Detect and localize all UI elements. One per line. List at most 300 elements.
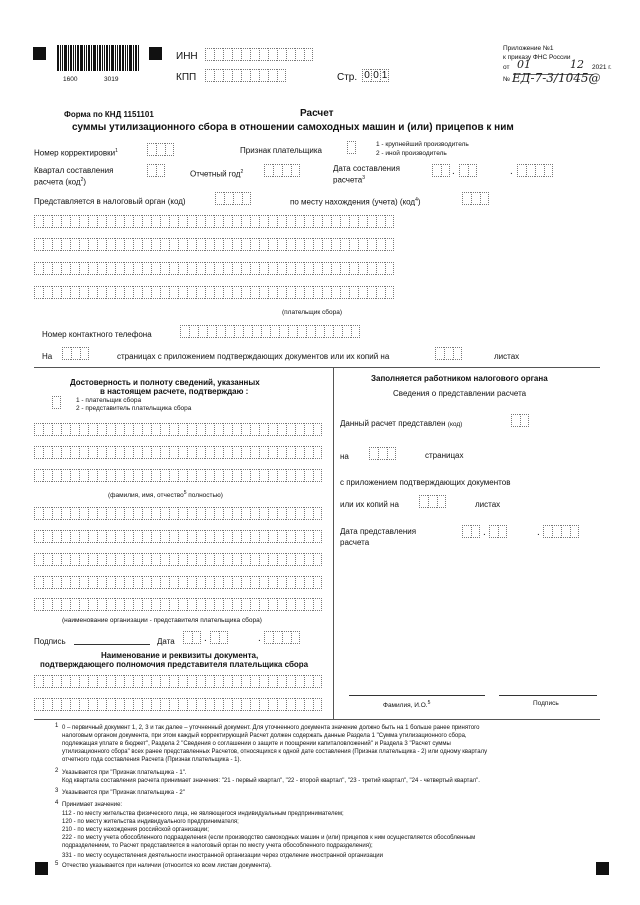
input-cell[interactable] [223,576,232,589]
input-cell[interactable] [142,215,151,228]
input-cell[interactable] [250,69,259,82]
input-cell[interactable] [115,262,124,275]
tax-authority-field[interactable] [215,192,251,205]
input-cell[interactable] [178,469,187,482]
input-cell[interactable] [52,396,61,409]
input-cell[interactable] [169,215,178,228]
input-cell[interactable] [165,143,174,156]
input-cell[interactable] [282,631,291,644]
input-cell[interactable] [223,262,232,275]
input-cell[interactable] [97,446,106,459]
submission-date-day[interactable] [462,525,480,538]
input-cell[interactable] [250,598,259,611]
input-cell[interactable] [196,553,205,566]
input-cell[interactable] [304,215,313,228]
input-cell[interactable] [124,598,133,611]
input-cell[interactable] [333,325,342,338]
input-cell[interactable] [169,507,178,520]
input-cell[interactable] [349,215,358,228]
input-cell[interactable] [250,215,259,228]
input-cell[interactable] [160,576,169,589]
input-cell[interactable] [462,192,471,205]
input-cell[interactable] [295,698,304,711]
phone-field[interactable] [180,325,360,338]
input-cell[interactable] [241,262,250,275]
input-cell[interactable] [214,469,223,482]
input-cell[interactable] [192,631,201,644]
input-cell[interactable] [79,286,88,299]
input-cell[interactable] [88,598,97,611]
input-cell[interactable] [250,576,259,589]
input-cell[interactable] [367,262,376,275]
input-cell[interactable] [385,262,394,275]
input-cell[interactable] [151,576,160,589]
input-cell[interactable] [124,446,133,459]
signer-name-row[interactable] [34,469,322,482]
submitted-code-field[interactable] [511,414,529,427]
input-cell[interactable] [241,69,250,82]
input-cell[interactable] [178,507,187,520]
input-cell[interactable] [61,238,70,251]
input-cell[interactable] [286,530,295,543]
sign-date-year[interactable] [264,631,300,644]
input-cell[interactable] [124,698,133,711]
input-cell[interactable] [322,215,331,228]
input-cell[interactable] [187,238,196,251]
input-cell[interactable] [313,698,322,711]
input-cell[interactable] [151,262,160,275]
input-cell[interactable] [268,507,277,520]
input-cell[interactable] [133,238,142,251]
input-cell[interactable] [70,553,79,566]
input-cell[interactable] [124,469,133,482]
input-cell[interactable] [241,530,250,543]
pages-field[interactable] [62,347,89,360]
input-cell[interactable] [241,576,250,589]
input-cell[interactable] [34,423,43,436]
input-cell[interactable] [88,675,97,688]
input-cell[interactable] [133,530,142,543]
input-cell[interactable] [214,69,223,82]
input-cell[interactable] [286,469,295,482]
input-cell[interactable] [241,215,250,228]
input-cell[interactable] [304,423,313,436]
input-cell[interactable] [196,446,205,459]
input-cell[interactable] [480,192,489,205]
input-cell[interactable] [295,507,304,520]
input-cell[interactable] [61,698,70,711]
input-cell[interactable] [79,446,88,459]
input-cell[interactable] [52,507,61,520]
input-cell[interactable] [124,262,133,275]
input-cell[interactable] [97,530,106,543]
input-cell[interactable] [151,286,160,299]
input-cell[interactable] [268,530,277,543]
input-cell[interactable] [43,215,52,228]
input-cell[interactable] [295,469,304,482]
input-cell[interactable] [313,286,322,299]
input-cell[interactable] [286,286,295,299]
input-cell[interactable] [160,446,169,459]
inn-field[interactable] [205,48,313,61]
input-cell[interactable] [169,675,178,688]
input-cell[interactable] [88,698,97,711]
input-cell[interactable] [215,192,224,205]
input-cell[interactable] [313,530,322,543]
input-cell[interactable] [70,262,79,275]
input-cell[interactable] [277,423,286,436]
input-cell[interactable] [214,286,223,299]
input-cell[interactable] [43,446,52,459]
input-cell[interactable] [526,164,535,177]
input-cell[interactable] [259,698,268,711]
input-cell[interactable] [313,423,322,436]
input-cell[interactable] [286,553,295,566]
input-cell[interactable] [142,446,151,459]
input-cell[interactable] [61,446,70,459]
input-cell[interactable] [340,286,349,299]
input-cell[interactable] [115,598,124,611]
input-cell[interactable] [151,553,160,566]
input-cell[interactable] [250,553,259,566]
date-field-year[interactable] [517,164,553,177]
input-cell[interactable] [250,48,259,61]
input-cell[interactable] [232,507,241,520]
input-cell[interactable] [250,530,259,543]
input-cell[interactable] [331,286,340,299]
input-cell[interactable] [124,238,133,251]
input-cell[interactable] [70,446,79,459]
input-cell[interactable] [178,675,187,688]
input-cell[interactable] [115,675,124,688]
input-cell[interactable] [142,675,151,688]
org-name-row[interactable] [34,507,322,520]
input-cell[interactable] [169,576,178,589]
input-cell[interactable] [232,576,241,589]
input-cell[interactable] [376,262,385,275]
input-cell[interactable] [34,238,43,251]
input-cell[interactable] [277,530,286,543]
input-cell[interactable] [160,286,169,299]
input-cell[interactable] [133,262,142,275]
input-cell[interactable] [313,507,322,520]
input-cell[interactable] [70,238,79,251]
input-cell[interactable] [214,675,223,688]
input-cell[interactable] [223,530,232,543]
input-cell[interactable] [277,286,286,299]
input-cell[interactable] [322,262,331,275]
input-cell[interactable] [214,48,223,61]
input-cell[interactable] [268,446,277,459]
input-cell[interactable] [295,598,304,611]
input-cell[interactable] [286,675,295,688]
input-cell[interactable] [88,576,97,589]
input-cell[interactable] [133,215,142,228]
input-cell[interactable] [151,238,160,251]
input-cell[interactable] [187,598,196,611]
input-cell[interactable] [277,446,286,459]
input-cell[interactable] [34,262,43,275]
input-cell[interactable] [151,215,160,228]
input-cell[interactable] [315,325,324,338]
input-cell[interactable] [160,469,169,482]
input-cell[interactable] [259,576,268,589]
input-cell[interactable] [178,698,187,711]
input-cell[interactable] [106,238,115,251]
input-cell[interactable] [115,469,124,482]
input-cell[interactable] [160,553,169,566]
input-cell[interactable] [241,469,250,482]
input-cell[interactable] [160,215,169,228]
input-cell[interactable] [151,530,160,543]
input-cell[interactable] [79,598,88,611]
input-cell[interactable] [241,675,250,688]
input-cell[interactable] [88,446,97,459]
input-cell[interactable] [259,675,268,688]
input-cell[interactable] [259,215,268,228]
input-cell[interactable] [288,325,297,338]
input-cell[interactable] [223,238,232,251]
input-cell[interactable] [52,238,61,251]
input-cell[interactable] [79,675,88,688]
input-cell[interactable] [97,423,106,436]
input-cell[interactable] [97,598,106,611]
input-cell[interactable] [43,238,52,251]
input-cell[interactable] [205,507,214,520]
input-cell[interactable] [252,325,261,338]
input-cell[interactable] [169,553,178,566]
input-cell[interactable] [358,286,367,299]
input-cell[interactable] [34,576,43,589]
input-cell[interactable] [169,598,178,611]
input-cell[interactable] [349,238,358,251]
input-cell[interactable] [286,598,295,611]
input-cell[interactable] [233,192,242,205]
input-cell[interactable] [205,675,214,688]
input-cell[interactable] [232,238,241,251]
input-cell[interactable] [264,164,273,177]
input-cell[interactable] [369,447,378,460]
input-cell[interactable] [552,525,561,538]
input-cell[interactable] [34,530,43,543]
payer-name-row[interactable] [34,238,394,251]
input-cell[interactable] [268,675,277,688]
input-cell[interactable] [52,675,61,688]
input-cell[interactable] [250,469,259,482]
input-cell[interactable] [347,141,356,154]
payer-name-row[interactable] [34,215,394,228]
input-cell[interactable] [205,576,214,589]
input-cell[interactable] [295,553,304,566]
input-cell[interactable] [70,215,79,228]
input-cell[interactable] [70,698,79,711]
input-cell[interactable] [88,469,97,482]
input-cell[interactable] [385,286,394,299]
input-cell[interactable] [286,423,295,436]
input-cell[interactable] [367,286,376,299]
input-cell[interactable] [160,238,169,251]
input-cell[interactable] [277,215,286,228]
input-cell[interactable] [223,598,232,611]
input-cell[interactable] [232,553,241,566]
input-cell[interactable] [232,215,241,228]
input-cell[interactable] [160,530,169,543]
input-cell[interactable] [349,262,358,275]
input-cell[interactable] [205,215,214,228]
input-cell[interactable] [133,446,142,459]
input-cell[interactable] [304,262,313,275]
kpp-field[interactable] [205,69,286,82]
input-cell[interactable] [124,576,133,589]
input-cell[interactable] [97,238,106,251]
input-cell[interactable] [241,446,250,459]
input-cell[interactable] [106,215,115,228]
input-cell[interactable] [214,698,223,711]
input-cell[interactable] [214,262,223,275]
input-cell[interactable] [187,507,196,520]
input-cell[interactable] [178,446,187,459]
input-cell[interactable] [178,215,187,228]
input-cell[interactable] [342,325,351,338]
input-cell[interactable] [304,698,313,711]
input-cell[interactable] [151,423,160,436]
input-cell[interactable] [367,238,376,251]
input-cell[interactable] [232,469,241,482]
input-cell[interactable] [187,698,196,711]
input-cell[interactable] [205,69,214,82]
input-cell[interactable] [178,286,187,299]
input-cell[interactable] [295,215,304,228]
input-cell[interactable] [169,469,178,482]
input-cell[interactable] [142,423,151,436]
input-cell[interactable] [198,325,207,338]
input-cell[interactable] [88,286,97,299]
input-cell[interactable] [250,286,259,299]
input-cell[interactable] [43,469,52,482]
input-cell[interactable] [52,553,61,566]
input-cell[interactable] [196,675,205,688]
input-cell[interactable] [187,423,196,436]
input-cell[interactable] [115,553,124,566]
input-cell[interactable] [115,530,124,543]
input-cell[interactable] [561,525,570,538]
input-cell[interactable] [223,469,232,482]
input-cell[interactable] [115,507,124,520]
input-cell[interactable] [435,347,444,360]
input-cell[interactable] [250,698,259,711]
input-cell[interactable] [133,286,142,299]
input-cell[interactable] [489,525,498,538]
input-cell[interactable] [304,553,313,566]
input-cell[interactable] [214,530,223,543]
input-cell[interactable] [169,530,178,543]
input-cell[interactable] [207,325,216,338]
input-cell[interactable] [232,48,241,61]
input-cell[interactable] [259,446,268,459]
input-cell[interactable] [232,446,241,459]
input-cell[interactable] [160,675,169,688]
input-cell[interactable] [115,423,124,436]
input-cell[interactable] [151,698,160,711]
input-cell[interactable] [160,598,169,611]
input-cell[interactable] [79,423,88,436]
input-cell[interactable] [219,631,228,644]
input-cell[interactable] [468,164,477,177]
input-cell[interactable] [160,507,169,520]
input-cell[interactable] [205,446,214,459]
input-cell[interactable] [313,598,322,611]
input-cell[interactable] [142,698,151,711]
input-cell[interactable] [142,530,151,543]
input-cell[interactable] [160,698,169,711]
input-cell[interactable] [106,469,115,482]
input-cell[interactable] [124,530,133,543]
input-cell[interactable] [124,507,133,520]
input-cell[interactable] [268,286,277,299]
input-cell[interactable] [268,469,277,482]
input-cell[interactable] [106,598,115,611]
input-cell[interactable] [106,507,115,520]
input-cell[interactable] [378,447,387,460]
input-cell[interactable] [97,576,106,589]
input-cell[interactable] [79,238,88,251]
input-cell[interactable] [250,238,259,251]
sign-date-month[interactable] [210,631,228,644]
input-cell[interactable] [79,576,88,589]
input-cell[interactable] [52,576,61,589]
input-cell[interactable] [142,286,151,299]
input-cell[interactable] [295,262,304,275]
input-cell[interactable] [214,238,223,251]
input-cell[interactable] [205,530,214,543]
doc-details-row[interactable] [34,675,322,688]
input-cell[interactable] [106,446,115,459]
input-cell[interactable] [52,598,61,611]
input-cell[interactable] [223,553,232,566]
input-cell[interactable] [88,238,97,251]
input-cell[interactable] [142,576,151,589]
input-cell[interactable] [214,553,223,566]
input-cell[interactable] [268,553,277,566]
input-cell[interactable] [570,525,579,538]
input-cell[interactable] [268,598,277,611]
input-cell[interactable] [142,598,151,611]
input-cell[interactable] [273,631,282,644]
input-cell[interactable] [187,215,196,228]
input-cell[interactable] [97,215,106,228]
input-cell[interactable] [169,286,178,299]
input-cell[interactable] [304,469,313,482]
input-cell[interactable] [498,525,507,538]
input-cell[interactable] [142,469,151,482]
input-cell[interactable] [277,48,286,61]
input-cell[interactable] [124,675,133,688]
input-cell[interactable] [351,325,360,338]
input-cell[interactable] [178,423,187,436]
input-cell[interactable] [61,286,70,299]
input-cell[interactable] [385,238,394,251]
input-cell[interactable] [187,553,196,566]
input-cell[interactable] [232,598,241,611]
tax-pages-field[interactable] [369,447,396,460]
input-cell[interactable] [79,469,88,482]
input-cell[interactable] [124,553,133,566]
input-cell[interactable] [243,325,252,338]
input-cell[interactable] [205,698,214,711]
input-cell[interactable] [205,423,214,436]
input-cell[interactable] [180,325,189,338]
input-cell[interactable] [97,286,106,299]
